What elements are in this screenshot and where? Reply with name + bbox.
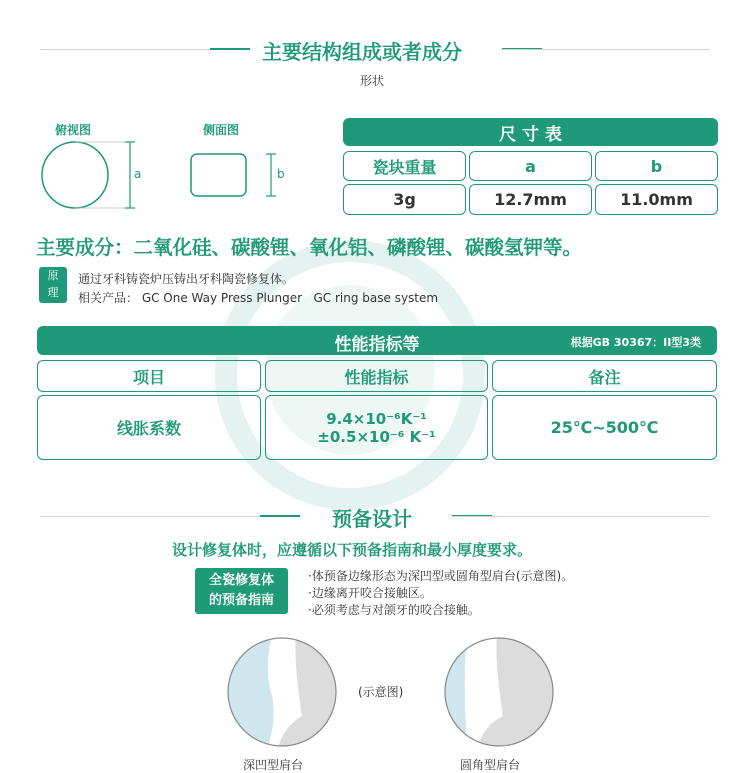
size-table-title: 尺 寸 表 (343, 118, 718, 146)
side-view-rect (191, 154, 246, 196)
guide-list (308, 568, 573, 619)
perf-table-header (37, 326, 717, 355)
perf-value-line1: 9.4×10⁻⁶K⁻¹ (326, 409, 427, 428)
top-view-diagram (35, 138, 165, 218)
section2-subtitle: 设计修复体时，应遵循以下预备指南和最小厚度要求。 (172, 541, 533, 559)
perf-value-line2: ±0.5×10⁻⁶ K⁻¹ (317, 427, 436, 446)
dim-b-label: b (277, 167, 285, 181)
section2-divider-accent-left (260, 515, 300, 517)
perf-header-value: 性能指标 (265, 360, 488, 392)
top-view-circle (42, 142, 108, 208)
guide-badge (195, 568, 288, 614)
perf-header-note: 备注 (492, 360, 717, 392)
rounded-shoulder-diagram (437, 636, 562, 748)
composition-text: 主要成分：二氧化硅、碳酸锂、氧化铝、磷酸锂、碳酸氢钾等。 (36, 236, 583, 259)
deep-chamfer-diagram (220, 636, 345, 748)
size-value-weight: 3g (343, 184, 466, 215)
perf-row-note: 25℃~500℃ (492, 395, 717, 460)
section-title: 主要结构组成或者成分 (262, 40, 462, 64)
guide-badge-line1: 全瓷修复体 (208, 573, 274, 588)
size-value-b: 11.0mm (595, 184, 718, 215)
guide-badge-line2: 的预备指南 (208, 593, 274, 608)
guide-item: ·必须考虑与对颌牙的咬合接触。 (308, 603, 480, 617)
perf-standard: 根据GB 30367：II型3类 (570, 336, 701, 349)
section2-divider-right (452, 516, 710, 517)
principle-badge-line1: 原 (47, 269, 59, 282)
guide-item: ·体预备边缘形态为深凹型或圆角型肩台(示意图)。 (308, 569, 574, 583)
side-view-diagram (185, 150, 305, 210)
principle-badge (39, 267, 67, 303)
perf-row-item: 线胀系数 (37, 395, 261, 460)
size-value-a: 12.7mm (469, 184, 592, 215)
dim-a-label: a (134, 167, 142, 181)
section-subtitle: 形状 (360, 74, 385, 88)
perf-header-item: 项目 (37, 360, 261, 392)
section-divider-accent-left (210, 48, 250, 50)
rounded-shoulder-label: 圆角型肩台 (460, 758, 521, 772)
size-header-b: b (595, 151, 718, 181)
diagram-caption: (示意图) (358, 685, 404, 699)
section2-title: 预备设计 (332, 507, 412, 531)
guide-item: ·边缘离开咬合接触区。 (308, 586, 432, 600)
deep-chamfer-label: 深凹型肩台 (243, 758, 304, 772)
principle-badge-line2: 理 (47, 286, 59, 299)
side-view-label: 侧面图 (203, 123, 240, 137)
related-products: 相关产品： GC One Way Press Plunger GC ring base system (78, 291, 439, 305)
size-header-a: a (469, 151, 592, 181)
principle-text: 通过牙科铸瓷炉压铸出牙科陶瓷修复体。 (78, 272, 295, 286)
top-view-label: 俯视图 (55, 123, 92, 137)
perf-row-value (265, 395, 488, 460)
size-header-weight: 瓷块重量 (343, 151, 466, 181)
section-divider-right (502, 49, 710, 50)
perf-table-title: 性能指标等 (334, 335, 420, 355)
